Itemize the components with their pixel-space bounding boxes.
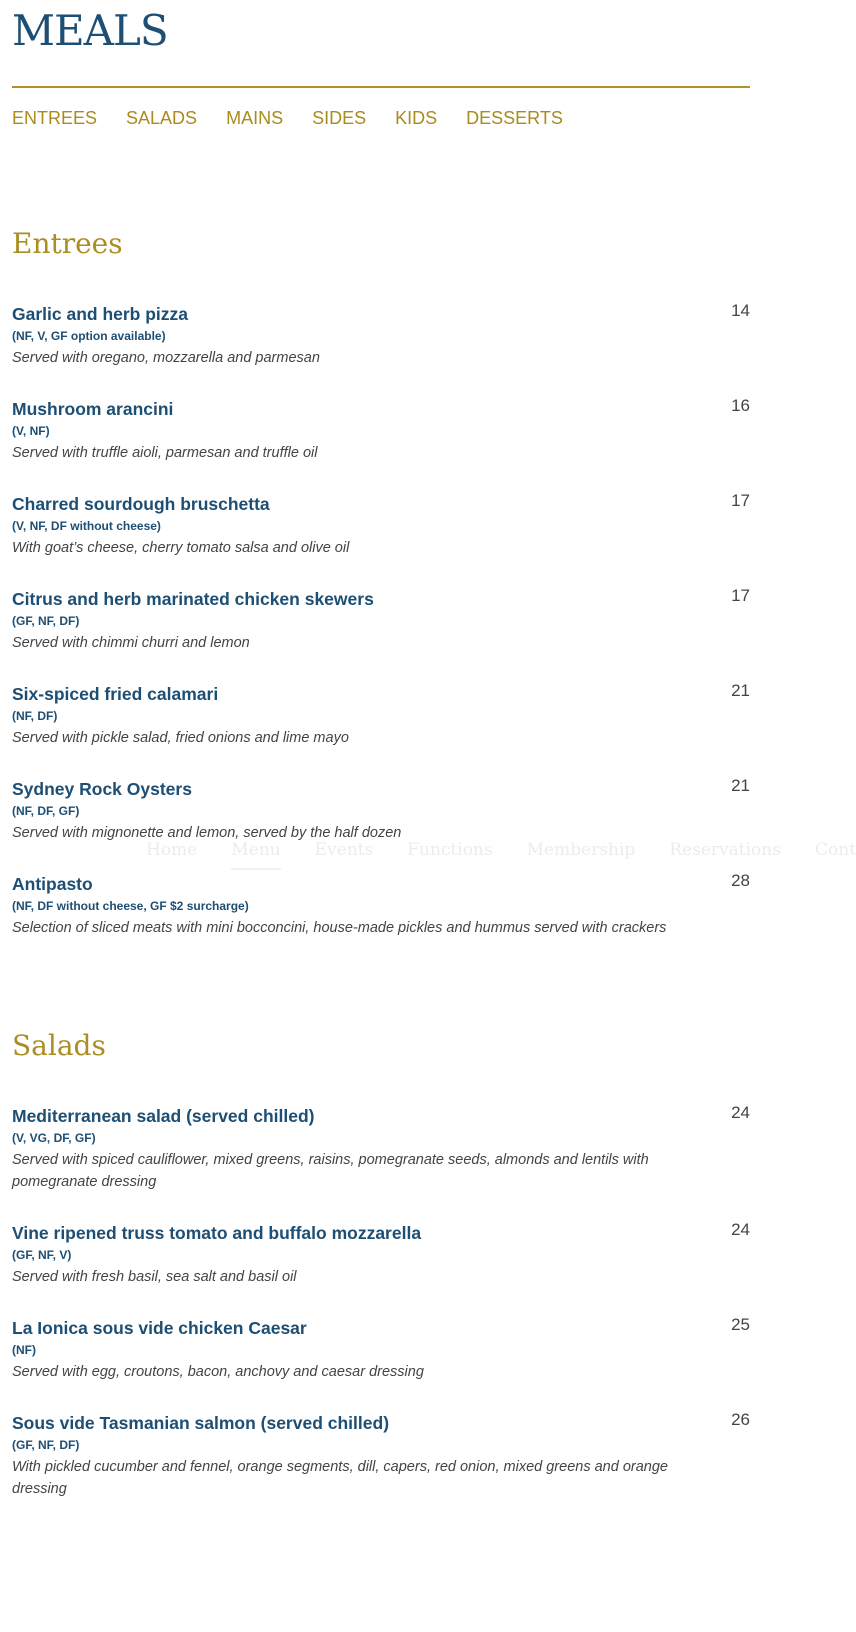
item-dietary-tags: (NF, DF without cheese, GF $2 surcharge) xyxy=(12,899,249,913)
item-name: Garlic and herb pizza xyxy=(12,304,189,324)
item-description: Selection of sliced meats with mini bocconcini, house-made pickles and hummus served with crackers xyxy=(12,920,667,936)
menu-item xyxy=(12,683,750,749)
item-price: 17 xyxy=(731,491,750,510)
item-price: 24 xyxy=(731,1103,750,1122)
item-name: Charred sourdough bruschetta xyxy=(12,494,270,514)
section-salads xyxy=(12,1024,750,1529)
nav-functions[interactable]: Functions xyxy=(407,840,493,860)
menu-item xyxy=(12,778,750,844)
menu-item xyxy=(12,873,750,939)
menu-item xyxy=(12,1105,750,1193)
menu-item xyxy=(12,1317,750,1383)
item-description: Served with spiced cauliflower, mixed greens, raisins, pomegranate seeds, almonds and lentils with pomegranate dressing xyxy=(12,1152,649,1190)
item-dietary-tags: (GF, NF, V) xyxy=(12,1248,72,1262)
item-price: 21 xyxy=(731,681,750,700)
item-description: Served with egg, croutons, bacon, anchovy and caesar dressing xyxy=(12,1364,424,1380)
divider xyxy=(12,86,750,88)
item-name: Sous vide Tasmanian salmon (served chilled) xyxy=(12,1413,390,1433)
item-price: 16 xyxy=(731,396,750,415)
nav-membership[interactable]: Membership xyxy=(526,840,636,860)
category-salads[interactable]: SALADS xyxy=(126,108,198,128)
item-description: Served with oregano, mozzarella and parmesan xyxy=(12,350,320,366)
item-name: Citrus and herb marinated chicken skewers xyxy=(12,589,374,609)
item-price: 14 xyxy=(731,301,750,320)
nav-menu[interactable]: Menu xyxy=(231,840,280,870)
menu-item xyxy=(12,1412,750,1500)
nav-reservations[interactable]: Reservations xyxy=(669,840,781,860)
item-dietary-tags: (V, NF) xyxy=(12,424,50,438)
item-dietary-tags: (NF, DF) xyxy=(12,709,58,723)
item-name: Vine ripened truss tomato and buffalo mozzarella xyxy=(12,1223,422,1243)
item-name: La Ionica sous vide chicken Caesar xyxy=(12,1318,307,1338)
item-description: With goat’s cheese, cherry tomato salsa and olive oil xyxy=(12,540,350,556)
item-dietary-tags: (V, NF, DF without cheese) xyxy=(12,519,161,533)
category-desserts[interactable]: DESSERTS xyxy=(466,108,563,128)
item-name: Mediterranean salad (served chilled) xyxy=(12,1106,315,1126)
menu-item xyxy=(12,1222,750,1288)
overlay-nav xyxy=(146,840,856,870)
page-title: MEALS xyxy=(12,6,168,55)
item-description: With pickled cucumber and fennel, orange segments, dill, capers, red onion, mixed greens and orange dressing xyxy=(12,1459,668,1497)
item-list xyxy=(12,1105,750,1500)
nav-events[interactable]: Events xyxy=(314,840,374,860)
item-dietary-tags: (NF) xyxy=(12,1343,36,1357)
item-description: Served with mignonette and lemon, served by the half dozen xyxy=(12,825,402,841)
category-sides[interactable]: SIDES xyxy=(312,108,367,128)
item-description: Served with truffle aioli, parmesan and truffle oil xyxy=(12,445,318,461)
item-price: 26 xyxy=(731,1410,750,1429)
item-price: 28 xyxy=(731,871,750,890)
item-dietary-tags: (NF, V, GF option available) xyxy=(12,329,166,343)
category-kids[interactable]: KIDS xyxy=(395,108,438,128)
menu-item xyxy=(12,398,750,464)
item-dietary-tags: (GF, NF, DF) xyxy=(12,614,80,628)
nav-home[interactable]: Home xyxy=(146,840,198,860)
menu-item xyxy=(12,493,750,559)
item-name: Mushroom arancini xyxy=(12,399,174,419)
item-dietary-tags: (GF, NF, DF) xyxy=(12,1438,80,1452)
item-description: Served with fresh basil, sea salt and basil oil xyxy=(12,1269,297,1285)
nav-contact[interactable]: Cont xyxy=(814,840,856,860)
section-title: Entrees xyxy=(12,227,123,260)
item-name: Antipasto xyxy=(12,874,93,894)
section-title: Salads xyxy=(12,1029,106,1062)
item-description: Served with chimmi churri and lemon xyxy=(12,635,250,651)
item-dietary-tags: (NF, DF, GF) xyxy=(12,804,80,818)
item-name: Sydney Rock Oysters xyxy=(12,779,192,799)
category-mains[interactable]: MAINS xyxy=(226,108,284,128)
item-price: 25 xyxy=(731,1315,750,1334)
category-entrees[interactable]: ENTREES xyxy=(12,108,98,128)
item-price: 24 xyxy=(731,1220,750,1239)
category-nav xyxy=(12,108,563,129)
item-name: Six-spiced fried calamari xyxy=(12,684,219,704)
item-dietary-tags: (V, VG, DF, GF) xyxy=(12,1131,96,1145)
item-price: 21 xyxy=(731,776,750,795)
item-description: Served with pickle salad, fried onions and lime mayo xyxy=(12,730,349,746)
item-price: 17 xyxy=(731,586,750,605)
menu-item xyxy=(12,303,750,369)
menu-item xyxy=(12,588,750,654)
